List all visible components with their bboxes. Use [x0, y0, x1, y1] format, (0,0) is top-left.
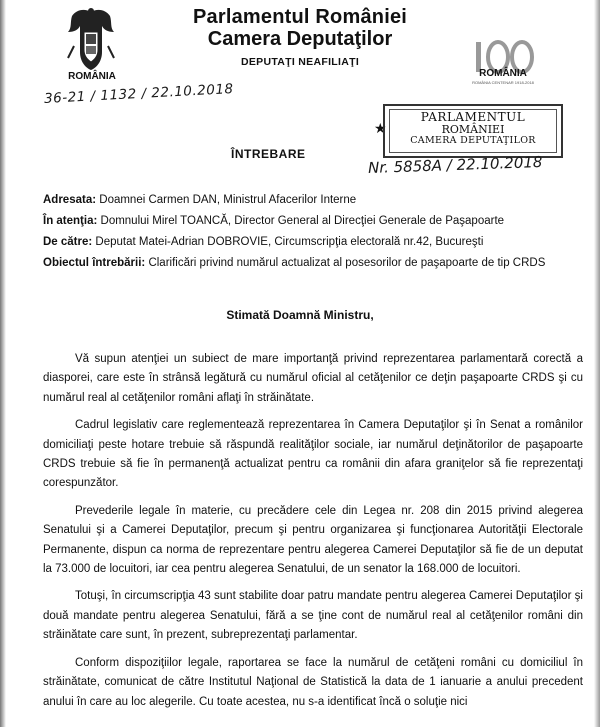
- page-shadow-left: [0, 0, 6, 727]
- stamp-line-3: CAMERA DEPUTAŢILOR: [410, 135, 536, 146]
- romania-label-left: ROMÂNIA: [68, 71, 116, 82]
- addressee-line: [43, 190, 583, 211]
- body-paragraph: Prevederile legale în materie, cu precădere cele din Legea nr. 208 din 2015 privind alegerea Senatului şi a Camerei Deputaţilor, precum şi pentru organizarea şi funcţionarea Autorităţii Electorale Permanente, dispun ca norma de reprezentare pentru alegerea Camerei Deputaţilor să fie de un deputat la 73.000 de locuitori, iar cea pentru alegerea Senatului, de un senator la 168.000 de locuitori.: [43, 504, 583, 576]
- parliamentary-group: DEPUTAŢI NEAFILIAŢI: [240, 56, 360, 68]
- letterhead: [140, 6, 460, 68]
- letter-body: [43, 350, 583, 720]
- page-shadow-right: [594, 0, 600, 727]
- subject-line: [43, 253, 583, 274]
- attention-label: În atenţia:: [43, 215, 98, 227]
- parliament-name: Parlamentul României: [192, 6, 408, 28]
- body-paragraph: Cadrul legislativ care reglementează reprezentarea în Camera Deputaţilor şi în Senat a românilor domiciliaţi peste hotare trebuie să răspundă realităţilor sociale, iar numărul deţinătorilor de paşapoarte CRDS trebuie să fie în permanenţă actualizat pentru ca românii din afara graniţelor să fie reprezentaţi corespunzător.: [43, 419, 583, 490]
- subject-value: Clarificări privind numărul actualizat al posesorilor de paşapoarte de tip CRDS: [145, 257, 546, 269]
- stamp-mark: ★: [374, 120, 387, 136]
- registry-stamp: [383, 104, 563, 158]
- stamp-line-1: PARLAMENTUL: [420, 110, 526, 124]
- body-paragraph: Conform dispoziţiilor legale, raportarea se face la numărul de cetăţeni români cu domiciliul în străinătate, comunicat de către Institutul Naţional de Statistică la data de 1 ianuarie a anului precedent anului în care au loc alegerile. Cu toate acestea, nu s-a identificat încă o soluţie nici: [43, 656, 583, 708]
- document-metadata: [43, 190, 583, 274]
- addressee-label: Adresata:: [43, 194, 97, 206]
- addressee-value: Doamnei Carmen DAN, Ministrul Afacerilor Interne: [96, 194, 357, 206]
- from-value: Deputat Matei-Adrian DOBROVIE, Circumscripţia electorală nr.42, Bucureşti: [92, 236, 484, 248]
- document-title: ÎNTREBARE: [231, 147, 306, 161]
- stamp-inner-border: [389, 109, 557, 153]
- centenary-caption: ROMÂNIA CENTENAR 1918-2018: [472, 80, 534, 85]
- handwritten-stamp-number: Nr. 5858A / 22.10.2018: [367, 152, 543, 178]
- subject-label: Obiectul întrebării:: [43, 257, 146, 269]
- salutation: Stimată Doamnă Ministru,: [226, 308, 374, 322]
- body-paragraph: Totuşi, în circumscripţia 43 sunt stabilite doar patru mandate pentru alegerea Camerei Deputaţilor şi două mandate pentru alegerea Senatului, fără a se ţine cont de numărul real al cetăţenilor români din străinătate care sunt, în prezent, subreprezentaţi parlamentar.: [43, 590, 583, 642]
- handwritten-registration-number: 36-21 / 1132 / 22.10.2018: [43, 81, 234, 107]
- chamber-name: Camera Deputaţilor: [207, 28, 393, 50]
- from-label: De către:: [43, 236, 93, 248]
- stamp-line-2: ROMÂNIEI: [441, 123, 505, 136]
- body-paragraph: Vă supun atenţiei un subiect de mare importanţă privind reprezentarea parlamentară corectă a diasporei, care este în strânsă legătură cu numărul oficial al cetăţenilor ce deţin paşapoarte CRDS şi cu numărul real al cetăţenilor români aflaţi în străinătate.: [43, 353, 583, 404]
- romania-label-right: ROMÂNIA: [479, 68, 527, 79]
- attention-value: Domnului Mirel TOANCĂ, Director General al Direcţiei Generale de Paşapoarte: [97, 215, 505, 227]
- attention-line: [43, 211, 583, 232]
- coat-of-arms-icon: [64, 6, 118, 72]
- from-line: [43, 232, 583, 253]
